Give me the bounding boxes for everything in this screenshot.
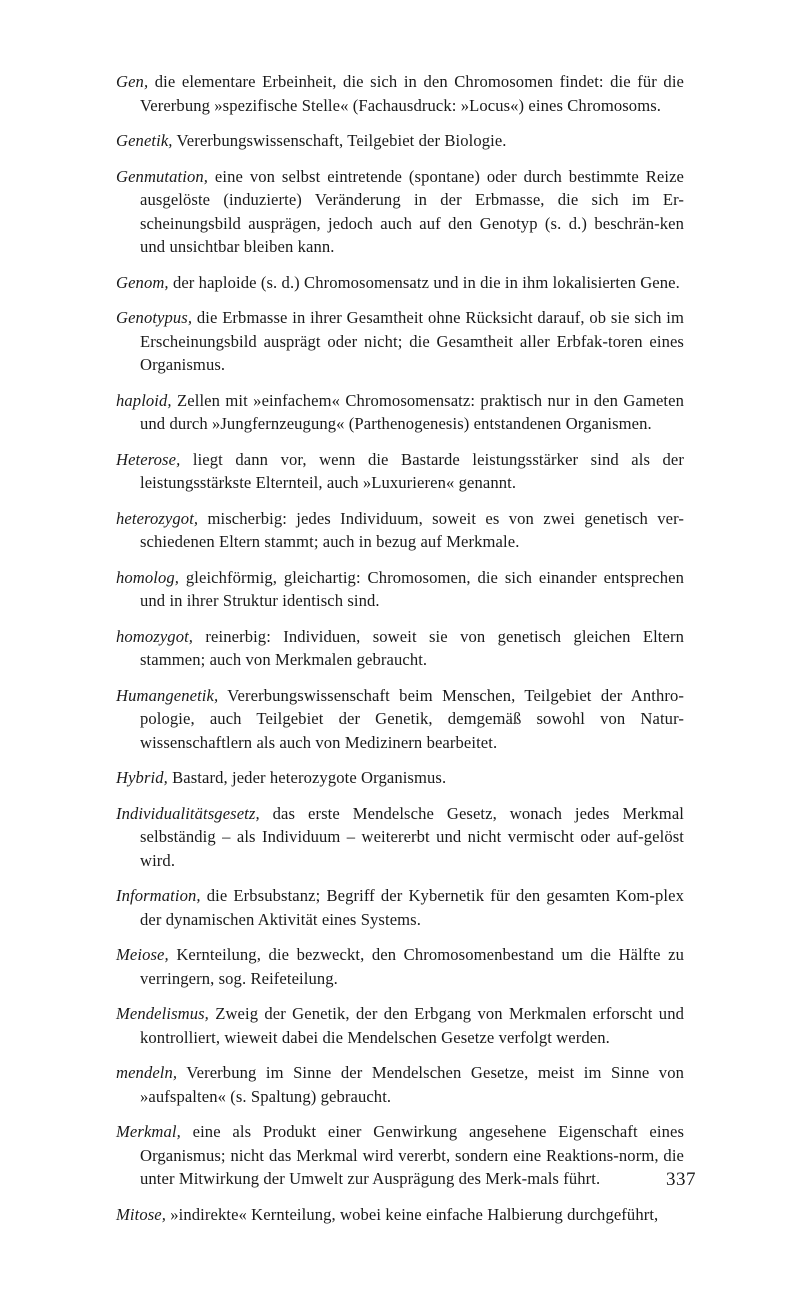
glossary-entry	[116, 448, 684, 495]
page-number: 337	[666, 1169, 696, 1190]
glossary-entries	[116, 70, 684, 1238]
entry-term: Information,	[116, 886, 201, 905]
entry-term: Gen,	[116, 72, 149, 91]
entry-definition: die Erbsubstanz; Begriff der Kybernetik für den gesamten Kom-plex der dynamischen Aktivität eines Systems.	[140, 886, 684, 929]
entry-term: haploid,	[116, 390, 172, 410]
glossary-entry	[116, 129, 684, 153]
entry-term: mendeln,	[116, 1063, 178, 1082]
entry-term: Heterose,	[116, 449, 181, 469]
glossary-entry	[116, 389, 684, 436]
glossary-entry	[116, 1203, 684, 1227]
glossary-entry	[116, 802, 684, 873]
glossary-entry	[116, 306, 684, 377]
glossary-entry	[116, 271, 684, 295]
entry-definition: Vererbungswissenschaft, Teilgebiet der Biologie.	[176, 131, 507, 150]
entry-term: Genetik,	[116, 131, 173, 150]
entry-term: homolog,	[116, 567, 180, 587]
glossary-entry	[116, 625, 684, 672]
entry-definition: reinerbig: Individuen, soweit sie von genetisch gleichen Eltern stammen; auch von Merkmalen gebraucht.	[140, 626, 684, 669]
glossary-entry	[116, 566, 684, 613]
entry-definition: die elementare Erbeinheit, die sich in den Chromosomen findet: die für die Vererbung »spezifische Stelle« (Fachausdruck: »Locus«) eines Chromosoms.	[140, 72, 685, 115]
entry-definition: eine als Produkt einer Genwirkung angesehene Eigenschaft eines Organismus; nicht das Merkmal wird vererbt, sondern eine Reaktions-norm, die unter Mitwirkung der Umwelt zur Ausprägung des Merk-mals führt.	[140, 1122, 685, 1188]
entry-definition: »indirekte« Kernteilung, wobei keine einfache Halbierung durchgeführt,	[170, 1204, 659, 1224]
entry-definition: gleichförmig, gleichartig: Chromosomen, die sich einander entsprechen und in ihrer Struktur identisch sind.	[140, 567, 684, 610]
glossary-entry	[116, 507, 684, 554]
entry-term: Individualitätsgesetz,	[116, 803, 260, 823]
entry-term: homozygot,	[116, 626, 194, 646]
glossary-entry	[116, 1061, 684, 1108]
entry-definition: Vererbungswissenschaft beim Menschen, Teilgebiet der Anthro-pologie, auch Teilgebiet der Genetik, demgemäß sowohl von Natur-wissenschaftlern als auch von Medizinern bearbeitet.	[140, 685, 684, 752]
entry-term: heterozygot,	[116, 508, 199, 528]
glossary-entry	[116, 1002, 684, 1049]
entry-definition: Kernteilung, die bezweckt, den Chromosomenbestand um die Hälfte zu verringern, sog. Reifeteilung.	[140, 945, 684, 988]
entry-term: Merkmal,	[116, 1122, 181, 1141]
entry-term: Genom,	[116, 272, 169, 292]
entry-definition: Bastard, jeder heterozygote Organismus.	[172, 768, 447, 787]
entry-definition: die Erbmasse in ihrer Gesamtheit ohne Rücksicht darauf, ob sie sich im Erscheinungsbild ausprägt oder nicht; die Gesamtheit aller Erbfak-toren eines Organismus.	[140, 308, 684, 374]
entry-term: Genmutation,	[116, 166, 208, 186]
glossary-entry	[116, 943, 684, 990]
glossary-entry	[116, 684, 684, 755]
entry-definition: liegt dann vor, wenn die Bastarde leistungsstärker sind als der leistungsstärkste Elternteil, auch »Luxurieren« genannt.	[140, 449, 685, 492]
glossary-entry	[116, 70, 684, 117]
entry-term: Humangenetik,	[116, 685, 219, 705]
glossary-entry	[116, 884, 684, 931]
glossary-entry	[116, 165, 684, 259]
entry-definition: Zellen mit »einfachem« Chromosomensatz: praktisch nur in den Gameten und durch »Jungfernzeugung« (Parthenogenesis) entstandenen Organismen.	[140, 390, 684, 433]
entry-definition: Zweig der Genetik, der den Erbgang von Merkmalen erforscht und kontrolliert, wieweit dabei die Mendelschen Gesetze verfolgt werden.	[140, 1004, 685, 1047]
glossary-entry	[116, 766, 684, 790]
entry-term: Mendelismus,	[116, 1004, 209, 1023]
entry-term: Genotypus,	[116, 308, 193, 327]
entry-term: Meiose,	[116, 945, 169, 964]
entry-definition: das erste Mendelsche Gesetz, wonach jedes Merkmal selbständig – als Individuum – weitererbt und nicht vermischt oder auf-gelöst wird.	[140, 803, 684, 870]
glossary-entry	[116, 1120, 684, 1191]
entry-definition: eine von selbst eintretende (spontane) oder durch bestimmte Reize ausgelöste (induzierte) Veränderung in der Erbmasse, die sich im Er-scheinungsbild ausprägen, jedoch auch auf den Genotyp (s. d.) beschrän-ken und unsichtbar bleiben kann.	[140, 166, 685, 256]
entry-definition: der haploide (s. d.) Chromosomensatz und in die in ihm lokalisierten Gene.	[172, 272, 680, 292]
entry-definition: mischerbig: jedes Individuum, soweit es von zwei genetisch ver-schiedenen Eltern stammt; auch in bezug auf Merkmale.	[140, 508, 684, 551]
entry-term: Hybrid,	[116, 768, 168, 787]
entry-term: Mitose,	[116, 1204, 167, 1224]
entry-definition: Vererbung im Sinne der Mendelschen Gesetze, meist im Sinne von »aufspalten« (s. Spaltung) gebraucht.	[140, 1063, 684, 1106]
